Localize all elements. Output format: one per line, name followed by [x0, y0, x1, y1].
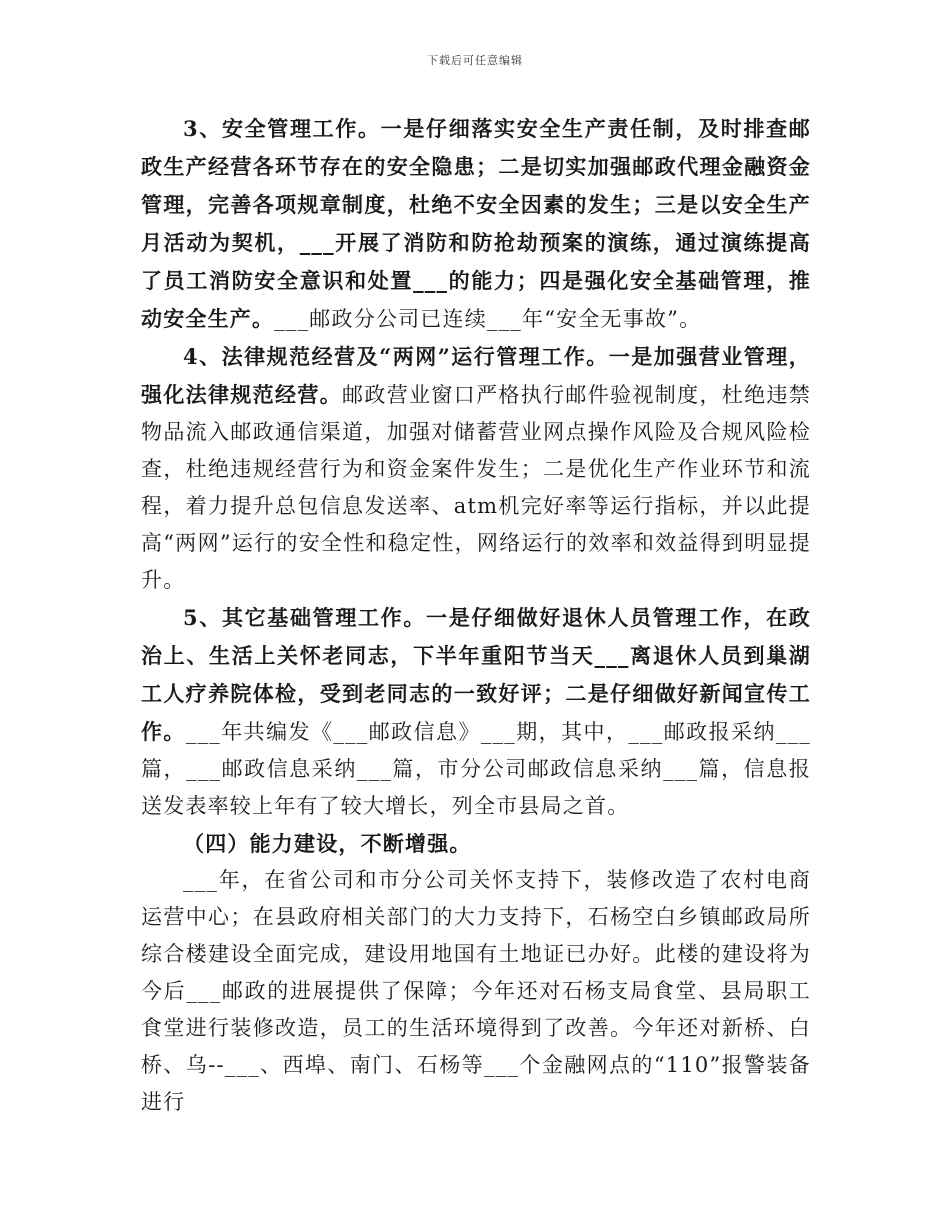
document-body [141, 110, 811, 1121]
paragraph-legal-operation [141, 338, 811, 599]
paragraph-legal-lead: 4、法律规范经营及“两网”运行管理工作。一是加强营业管理，强化法律规范经营。 [141, 344, 811, 407]
paragraph-safety-lead: 3、安全管理工作。一是仔细落实安全生产责任制，及时排查邮政生产经营各环节存在的安全隐患；二是切实加强邮政代理金融资金管理，完善各项规章制度，杜绝不安全因素的发生；三是以安全生产月活动为契机，___开展了消防和防抢劫预案的演练，通过演练提高了员工消防安全意识和处置___的能力；四是强化安全基础管理，推动安全生产。 [141, 116, 811, 331]
paragraph-other-management [141, 599, 811, 825]
paragraph-capacity-building: ___年，在省公司和市分公司关怀支持下，装修改造了农村电商运营中心；在县政府相关部门的大力支持下，石杨空白乡镇邮政局所综合楼建设全面完成，建设用地国有土地证已办好。此楼的建设将为今后___邮政的进展提供了保障；今年还对石杨支局食堂、县局职工食堂进行装修改造，员工的生活环境得到了改善。今年还对新桥、白桥、乌--___、西埠、南门、石杨等___个金融网点的“110”报警装备进行 [141, 868, 811, 1114]
paragraph-legal-rest: 邮政营业窗口严格执行邮件验视制度，杜绝违禁物品流入邮政通信渠道，加强对储蓄营业网点操作风险及合规风险检查，杜绝违规经营行为和资金案件发生；二是优化生产作业环节和流程，着力提升总包信息发送率、atm机完好率等运行指标，并以此提高“两网”运行的安全性和稳定性，网络运行的效率和效益得到明显提升。 [141, 383, 811, 592]
header-note: 下载后可任意编辑 [427, 54, 523, 67]
paragraph-safety-rest: ___邮政分公司已连续___年“安全无事故”。 [274, 307, 702, 331]
section-heading-capacity: （四）能力建设，不断增强。 [183, 831, 472, 856]
paragraph-other-lead: 5、其它基础管理工作。一是仔细做好退休人员管理工作，在政治上、生活上关怀老同志，下半年重阳节当天___离退休人员到巢湖工人疗养院体检，受到老同志的一致好评；二是仔细做好新闻宣传工作。 [141, 605, 811, 744]
paragraph-other-rest: ___年共编发《___邮政信息》___期，其中，___邮政报采纳___篇，___邮政信息采纳___篇，市分公司邮政信息采纳___篇，信息报送发表率较上年有了较大增长，列全市县局之首。 [141, 720, 811, 818]
paragraph-safety-management [141, 110, 811, 338]
